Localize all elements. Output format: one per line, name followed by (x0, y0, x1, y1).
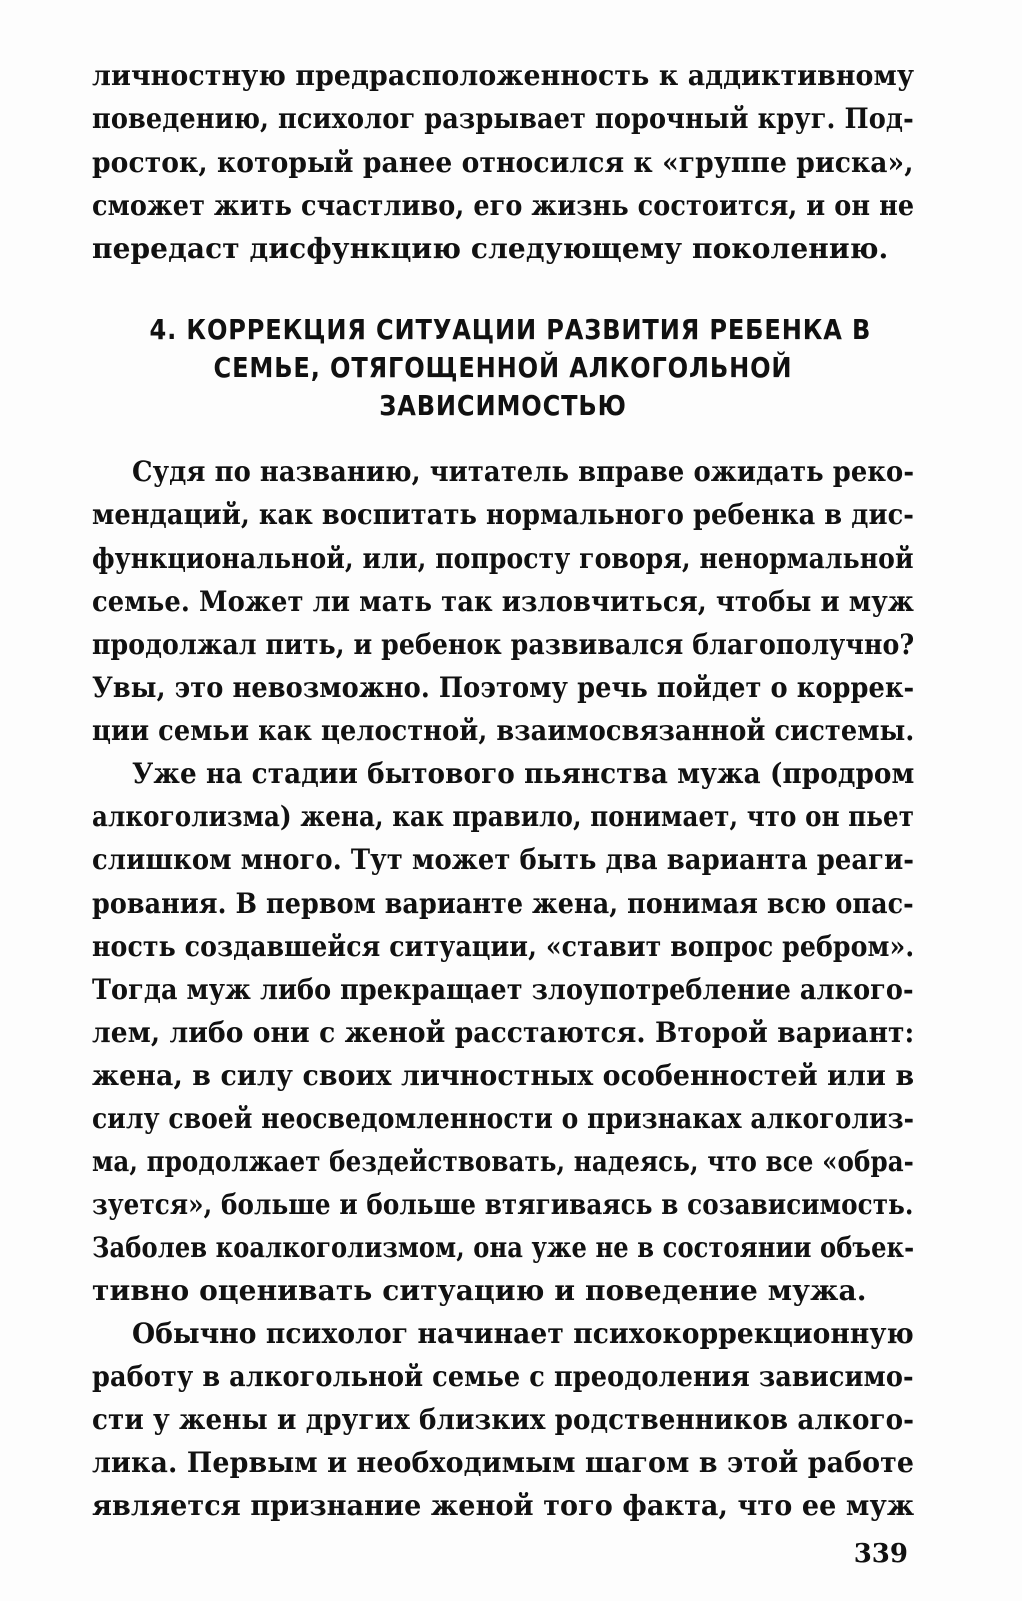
text-line: Увы, это невозможно. Поэтому речь пойдет о коррек- (92, 671, 915, 704)
text-line: Обычно психолог начинает психокоррекционную (132, 1317, 914, 1350)
text-line: слишком много. Тут может быть два варианта реаги- (92, 843, 915, 876)
text-line: является признание женой того факта, что ее муж (92, 1489, 915, 1522)
text-line: Уже на стадии бытового пьянства мужа (продром (132, 757, 915, 790)
text-line: личностную предрасположенность к аддиктивному (92, 59, 915, 92)
text-line: тивно оценивать ситуацию и поведение мужа. (92, 1274, 867, 1307)
text-line: Заболев коалкоголизмом, она уже не в состоянии объек- (92, 1231, 915, 1264)
text-line: Судя по названию, читатель вправе ожидать реко- (132, 455, 915, 488)
text-line: ции семьи как целостной, взаимосвязанной системы. (92, 714, 915, 747)
text-line: сти у жены и других близких родственников алкого- (92, 1403, 915, 1436)
text-line: рования. В первом варианте жена, понимая всю опас- (92, 887, 914, 920)
text-line: продолжал пить, и ребенок развивался благополучно? (92, 628, 915, 661)
text-line: работу в алкогольной семье с преодоления зависимо- (92, 1360, 914, 1393)
text-line: лика. Первым и необходимым шагом в этой работе (92, 1446, 915, 1479)
text-line: жена, в силу своих личностных особенностей или в (92, 1059, 915, 1092)
text-line: силу своей неосведомленности о признаках алкоголиз- (92, 1102, 915, 1135)
text-line: зуется», больше и больше втягиваясь в созависимость. (92, 1188, 914, 1221)
text-line: поведению, психолог разрывает порочный круг. Под- (92, 102, 914, 135)
heading-line: СЕМЬЕ, ОТЯГОЩЕННОЙ АЛКОГОЛЬНОЙ (213, 351, 793, 384)
text-line: функциональной, или, попросту говоря, ненормальной (92, 542, 914, 575)
text-line: Тогда муж либо прекращает злоупотребление алкого- (92, 973, 914, 1006)
page-number: 339 (853, 1539, 908, 1569)
text-line: передаст дисфункцию следующему поколению. (92, 232, 889, 265)
text-line: лем, либо они с женой расстаются. Второй вариант: (92, 1016, 915, 1049)
text-line: мендаций, как воспитать нормального ребенка в дис- (92, 498, 915, 531)
text-line: росток, который ранее относился к «группе риска», (92, 146, 914, 179)
text-line: ность создавшейся ситуации, «ставит вопрос ребром». (92, 930, 915, 963)
heading-line: ЗАВИСИМОСТЬЮ (379, 389, 627, 422)
text-line: сможет жить счастливо, его жизнь состоится, и он не (92, 189, 915, 222)
text-line: алкоголизма) жена, как правило, понимает, что он пьет (92, 800, 915, 833)
text-line: ма, продолжает бездействовать, надеясь, что все «обра- (92, 1145, 914, 1178)
heading-line: 4. КОРРЕКЦИЯ СИТУАЦИИ РАЗВИТИЯ РЕБЕНКА В (149, 313, 872, 346)
text-line: семье. Может ли мать так изловчиться, чтобы и муж (92, 585, 914, 618)
